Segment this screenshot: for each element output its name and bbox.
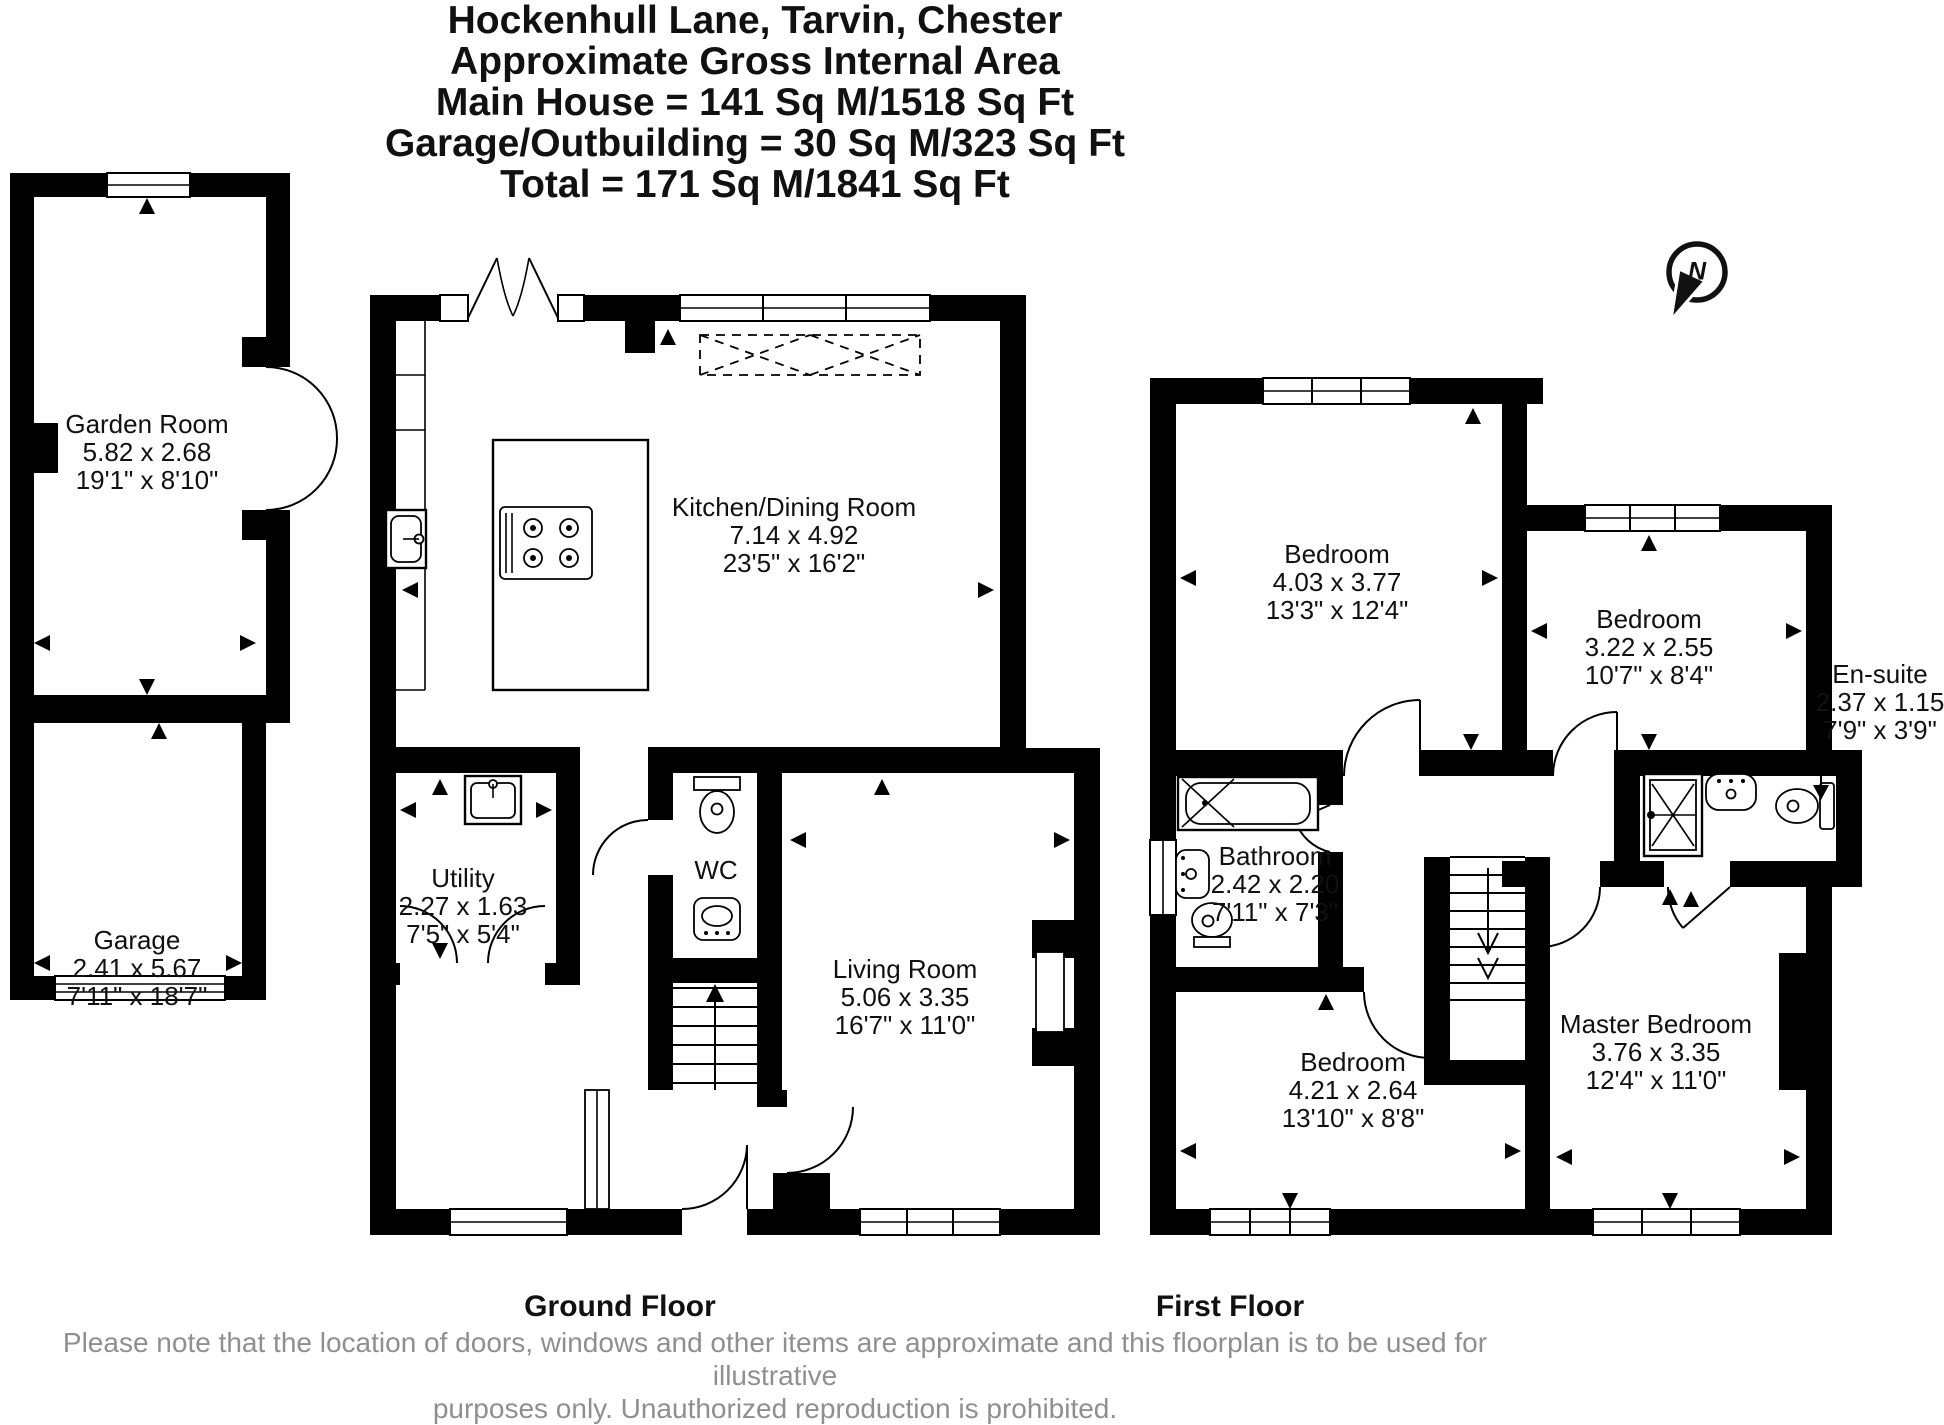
room-label-kitchen: Kitchen/Dining Room 7.14 x 4.92 23'5" x 16'2": [671, 492, 917, 578]
basin-icon-ensuite: [1706, 774, 1756, 810]
living-room-door: [787, 1107, 853, 1173]
title-line-4: Garage/Outbuilding = 30 Sq M/323 Sq Ft: [384, 122, 1126, 165]
kitchen-counter: [396, 321, 425, 690]
shower-icon: [1644, 774, 1702, 856]
room-label-master-bedroom: Master Bedroom 3.76 x 3.35 12'4" x 11'0": [1559, 1009, 1753, 1095]
disclaimer-line-2: purposes only. Unauthorized reproduction is prohibited.: [432, 1393, 1118, 1424]
kitchen-french-doors: [468, 258, 558, 318]
room-label-garage: Garage 2.41 x 5.67 7'11" x 18'7": [66, 925, 208, 1011]
toilet-icon-wc: [694, 777, 740, 833]
ground-floor-plan: [370, 258, 1100, 1235]
title-block: [385, 0, 1125, 205]
title-line-2: Approximate Gross Internal Area: [450, 40, 1060, 83]
room-label-ensuite: En-suite 2.37 x 1.15 7'9" x 3'9": [1815, 659, 1944, 745]
room-label-bedroom3: Bedroom 4.21 x 2.64 13'10" x 8'8": [1281, 1047, 1425, 1133]
stairs-ground: [673, 988, 757, 1090]
room-label-wc: WC: [694, 855, 738, 885]
basin-icon-bathroom: [1176, 850, 1209, 898]
garden-room-french-doors: [266, 367, 337, 438]
title-line-1: Hockenhull Lane, Tarvin, Chester: [447, 0, 1063, 42]
bedroom2-door: [1553, 712, 1617, 776]
room-label-bathroom: Bathroom 2.42 x 2.20 7'11" x 7'3": [1210, 841, 1340, 927]
north-letter: N: [1687, 257, 1707, 286]
room-label-garden-room: Garden Room 5.82 x 2.68 19'1" x 8'10": [65, 409, 229, 495]
first-floor-label: First Floor: [1155, 1290, 1305, 1323]
outbuilding-plan: [10, 173, 337, 1000]
room-label-bedroom1: Bedroom 4.03 x 3.77 13'3" x 12'4": [1265, 539, 1409, 625]
ensuite-door: [1668, 887, 1730, 928]
basin-icon-wc: [694, 898, 740, 940]
room-label-utility: Utility 2.27 x 1.63 7'5" x 5'4": [398, 863, 528, 949]
title-line-5: Total = 171 Sq M/1841 Sq Ft: [500, 163, 1010, 206]
hob-icon: [500, 507, 592, 579]
bath-icon: [1178, 777, 1318, 830]
wc-door: [593, 820, 648, 875]
disclaimer-line-1: Please note that the location of doors, windows and other items are approximate and this floorplan is to be used for illustrative: [62, 1327, 1488, 1391]
fireplace-bay: [1036, 952, 1064, 1032]
skylight-icon: [700, 335, 920, 375]
disclaimer-text: [25, 1326, 1525, 1425]
room-label-living-room: Living Room 5.06 x 3.35 16'7" x 11'0": [832, 954, 978, 1040]
title-line-3: Main House = 141 Sq M/1518 Sq Ft: [435, 81, 1075, 124]
utility-sink-icon: [465, 776, 521, 824]
room-label-bedroom2: Bedroom 3.22 x 2.55 10'7" x 8'4": [1584, 604, 1714, 690]
bedroom1-door: [1344, 700, 1420, 776]
ground-floor-label: Ground Floor: [524, 1290, 716, 1323]
first-floor-plan: [1150, 378, 1862, 1235]
